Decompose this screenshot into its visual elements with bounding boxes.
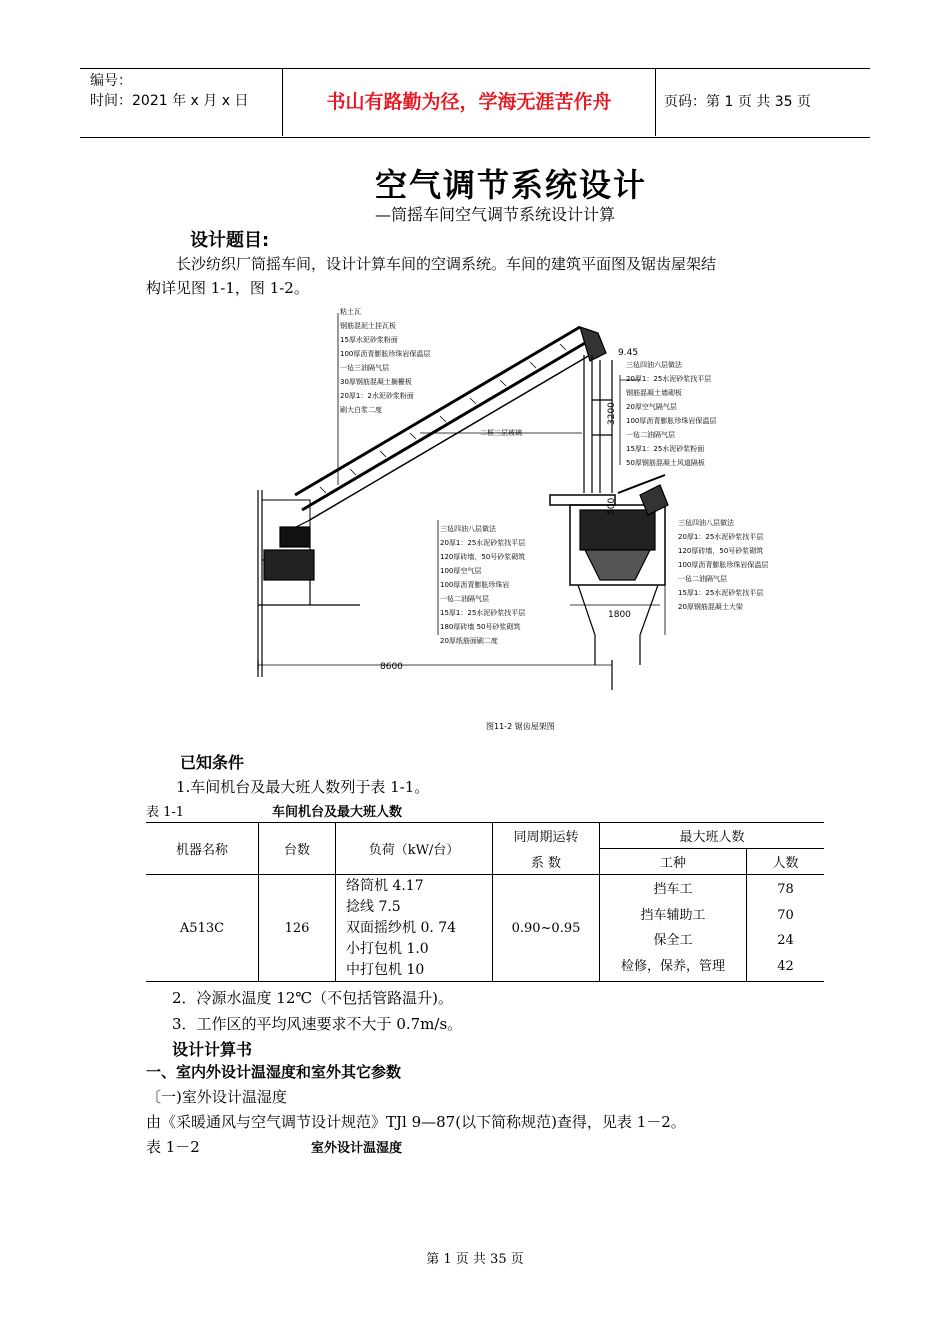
- dim-elev: 9.45: [618, 348, 639, 358]
- topic-heading: 设计题目:: [190, 230, 270, 251]
- callout-right-2: 钢筋混凝土墙砌板: [626, 389, 682, 397]
- table12-title: 室外设计温湿度: [311, 1141, 403, 1156]
- known-item-3: 3．工作区的平均风速要求不大于 0.7m/s。: [172, 1015, 463, 1033]
- header-meta: [80, 68, 282, 136]
- para-1: 由《采暖通风与空气调节设计规范》TJl 9—87(以下简称规范)查得，见表 1－2。: [146, 1113, 686, 1131]
- dim-width: 8600: [380, 662, 403, 672]
- callout-far-right-3: 100厚沥青膨胀珍珠岩保温层: [678, 561, 769, 569]
- th-count: 台数: [259, 823, 336, 875]
- people-item: 78: [777, 882, 794, 897]
- figure-caption: 图11-2 锯齿屋架图: [486, 722, 555, 731]
- motto: 书山有路勤为径，学海无涯苦作舟: [326, 91, 612, 113]
- job-item: 挡车工: [653, 882, 693, 897]
- dim-bottom: 1800: [608, 610, 631, 620]
- callout-far-right-4: 一毡二油隔气层: [678, 575, 727, 583]
- callout-far-right-1: 20厚1：25水泥砂浆找平层: [678, 533, 764, 541]
- callout-center-1: 20厚1：25水泥砂浆找平层: [440, 539, 526, 547]
- job-item: 保全工: [653, 933, 693, 948]
- table12-label: 表 1－2: [146, 1138, 200, 1156]
- table11-label: 表 1-1: [146, 805, 185, 820]
- doc-subtitle: —筒摇车间空气调节系统设计计算: [374, 205, 615, 224]
- number-label: 编号：: [90, 73, 132, 89]
- load-item: 中打包机 10: [346, 961, 425, 978]
- callout-center-8: 20厚纸筋面刷二度: [440, 637, 498, 645]
- callout-center-0: 三毡四油八层做法: [440, 525, 496, 533]
- callout-center-5: 一毡二油隔气层: [440, 595, 489, 603]
- cell-coef: 0.90~0.95: [493, 875, 600, 982]
- calc-heading: 设计计算书: [172, 1040, 253, 1059]
- callout-far-right-6: 20厚钢筋混凝土大梁: [678, 603, 743, 611]
- time-label: 时间：2021 年 x 月 x 日: [90, 93, 249, 109]
- callout-roof-2: 15厚水泥砂浆粉面: [340, 336, 398, 344]
- known-item-2: 2．冷源水温度 12℃（不包括管路温升)。: [172, 989, 454, 1007]
- people-item: 42: [777, 958, 794, 974]
- callout-center-3: 100厚空气层: [440, 567, 482, 575]
- callout-right-4: 100厚沥青膨胀珍珠岩保温层: [626, 417, 717, 425]
- table11-title: 车间机台及最大班人数: [272, 805, 403, 820]
- dim-small: 500: [607, 497, 617, 515]
- th-load: 负荷（kW/台）: [336, 823, 493, 875]
- known-item-1: 1.车间机台及最大班人数列于表 1-1。: [176, 778, 430, 796]
- callout-center-4: 100厚沥青膨胀珍珠岩: [440, 581, 510, 589]
- job-item: 挡车辅助工: [640, 907, 706, 923]
- known-heading: 已知条件: [180, 753, 245, 772]
- th-people: 人数: [747, 849, 825, 875]
- callout-right-5: 一毡二油隔气层: [626, 431, 675, 439]
- th-job: 工种: [600, 849, 747, 875]
- people-item: 70: [777, 907, 794, 923]
- cell-count: 126: [259, 875, 336, 982]
- callout-roof-7: 刷大白浆二度: [340, 406, 382, 414]
- callout-far-right-5: 15厚1：25水泥砂浆找平层: [678, 589, 764, 597]
- dim-height: 3200: [607, 402, 617, 425]
- load-item: 捻线 7.5: [346, 898, 401, 915]
- callout-roof-1: 钢筋混泥土挂瓦板: [340, 322, 396, 330]
- callout-roof-0: 粘土瓦: [340, 308, 361, 316]
- load-item: 小打包机 1.0: [346, 940, 429, 957]
- callout-center-7: 180厚砖墙 50号砂浆砌筑: [440, 623, 521, 631]
- load-item: 双面摇纱机 0. 74: [346, 919, 457, 936]
- callout-roof-5: 30厚钢筋混凝土搁栅板: [340, 378, 412, 386]
- cell-people: [747, 875, 825, 982]
- page-info: 页码：第 1 页 共 35 页: [664, 94, 811, 110]
- callout-right-6: 15厚1：25水泥砂浆粉面: [626, 445, 705, 453]
- cell-loads: [336, 875, 493, 982]
- intro-line-1: 长沙纺织厂筒摇车间，设计计算车间的空调系统。车间的建筑平面图及锯齿屋架结: [176, 255, 717, 273]
- people-item: 24: [777, 933, 794, 948]
- callout-right-1: 20厚1：25水泥砂浆找平层: [626, 375, 712, 383]
- sub-1-heading: 〔一)室外设计温湿度: [146, 1088, 287, 1106]
- load-item: 络筒机 4.17: [346, 877, 424, 894]
- th-max-staff: 最大班人数: [600, 823, 825, 849]
- page-footer: 第 1 页 共 35 页: [426, 1252, 524, 1267]
- section-1-heading: 一、室内外设计温湿度和室外其它参数: [146, 1063, 402, 1081]
- table-1-1: [146, 822, 824, 982]
- callout-far-right-0: 三毡四油八层做法: [678, 519, 734, 527]
- th-coef-top: 同周期运转: [493, 823, 600, 849]
- callout-window: 二框三层玻璃: [480, 429, 522, 437]
- callout-roof-6: 20厚1：2水泥砂浆粉面: [340, 392, 414, 400]
- callout-center-2: 120厚砖墙，50号砂浆砌筑: [440, 553, 526, 561]
- intro-line-2: 构详见图 1-1，图 1-2。: [146, 279, 309, 297]
- th-coef-bottom: 系 数: [493, 849, 600, 875]
- callout-roof-4: 一毡三油隔气层: [340, 364, 389, 372]
- callout-right-0: 三毡四油六层做法: [626, 361, 682, 369]
- roof-truss-figure: [240, 305, 820, 705]
- callout-far-right-2: 120厚砖墙，50号砂浆砌筑: [678, 547, 764, 555]
- header-page-cell: [654, 68, 870, 136]
- callout-right-7: 50厚钢筋混凝土风道隔板: [626, 459, 705, 467]
- callout-right-3: 20厚空气隔气层: [626, 403, 677, 411]
- job-item: 检修，保养，管理: [620, 958, 725, 974]
- th-machine: 机器名称: [146, 823, 259, 875]
- callout-center-6: 15厚1：25水泥砂浆找平层: [440, 609, 526, 617]
- header-motto-cell: [282, 68, 656, 136]
- cell-jobs: [600, 875, 747, 982]
- doc-title: 空气调节系统设计: [374, 166, 647, 204]
- cell-machine: A513C: [146, 875, 259, 982]
- callout-roof-3: 100厚沥青膨胀珍珠岩保温层: [340, 350, 431, 358]
